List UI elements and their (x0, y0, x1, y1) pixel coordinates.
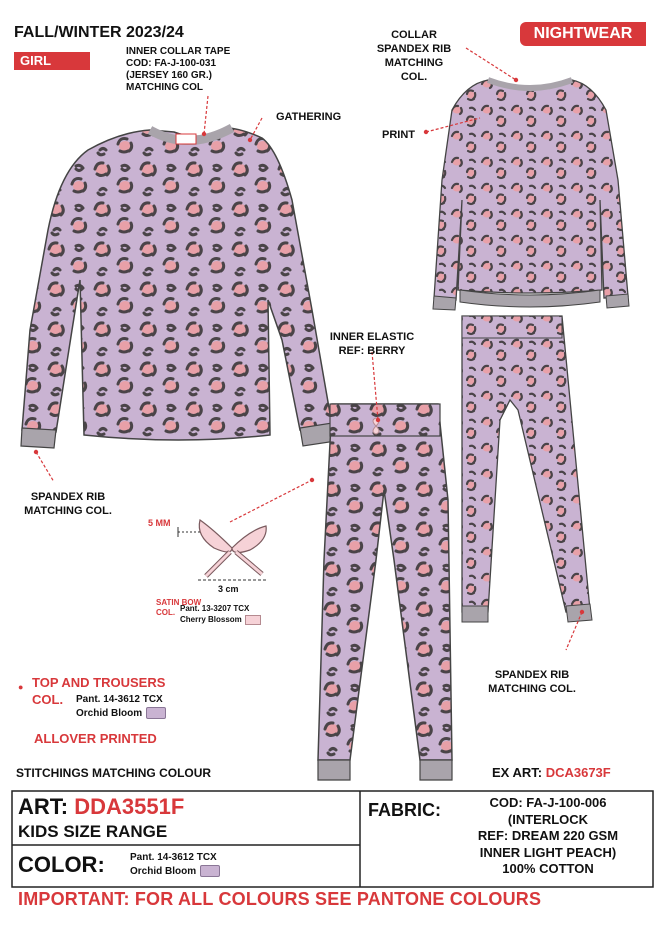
cuff-bottom-callout (482, 668, 582, 696)
trousers-front-drawing (318, 404, 452, 780)
color-label: COLOR: (18, 852, 105, 877)
callout-line: SPANDEX RIB (376, 43, 452, 55)
top-front-drawing (21, 128, 336, 448)
callout-line: INNER ELASTIC (329, 331, 415, 343)
allover-printed-label: ALLOVER PRINTED (34, 731, 157, 746)
print-callout: PRINT (382, 129, 415, 141)
callout-line: COL. (156, 608, 176, 617)
fabric-details (448, 795, 648, 878)
callout-line: SATIN BOW (156, 598, 202, 607)
color-pantone (130, 851, 220, 879)
trousers-back-drawing (462, 316, 592, 622)
season-title: FALL/WINTER 2023/24 (14, 24, 184, 41)
art-number (18, 794, 184, 820)
callout-line: COD: FA-J-100-031 (126, 58, 217, 69)
orchid-bloom-swatch (146, 707, 166, 719)
stitchings-note: STITCHINGS MATCHING COLOUR (16, 766, 212, 780)
fabric-line: 100% COTTON (502, 861, 594, 876)
collar-callout (374, 28, 454, 84)
inner-collar-callout (126, 46, 230, 94)
cuff-top-callout (18, 490, 118, 518)
pantone-color-name: Orchid Bloom (130, 866, 197, 877)
top-back-drawing (433, 80, 629, 310)
size-range: KIDS SIZE RANGE (18, 822, 168, 841)
fabric-label: FABRIC: (368, 800, 441, 820)
pantone-color-name: Cherry Blossom (180, 615, 242, 624)
important-note: IMPORTANT: FOR ALL COLOURS SEE PANTONE COLOURS (18, 889, 542, 909)
callout-line: SPANDEX RIB (30, 491, 106, 503)
pantone-code: Pant. 13-3207 TCX (180, 604, 250, 613)
callout-line: COL. (32, 692, 64, 707)
ex-art (492, 765, 611, 780)
callout-line: SPANDEX RIB (494, 669, 570, 681)
satin-bow-pantone (180, 603, 261, 625)
callout-line: MATCHING COL. (24, 505, 112, 517)
fabric-line: INNER LIGHT PEACH) (479, 844, 617, 860)
pantone-color-name: Orchid Bloom (76, 708, 143, 719)
ex-art-label: EX ART: (492, 765, 543, 780)
callout-line: INNER COLLAR TAPE (126, 46, 231, 57)
art-label: ART: (18, 794, 69, 819)
ex-art-value: DCA3673F (545, 765, 611, 780)
fabric-line: REF: DREAM 220 GSM (477, 828, 619, 843)
callout-line: MATCHING COL (126, 82, 204, 93)
orchid-bloom-swatch (200, 865, 220, 877)
callout-line: TOP AND TROUSERS (32, 675, 166, 690)
satin-bow-drawing (178, 520, 266, 580)
pantone-code: Pant. 14-3612 TCX (130, 852, 217, 863)
callout-line: MATCHING COL. (488, 683, 576, 695)
callout-line: REF: BERRY (338, 345, 406, 357)
bow-length-label: 3 cm (218, 584, 239, 594)
callout-line: MATCHING COL. (384, 57, 444, 83)
gathering-callout: GATHERING (276, 111, 342, 123)
bow-width-label: 5 MM (148, 518, 171, 528)
inner-elastic-callout (326, 330, 418, 358)
fabric-line: COD: FA-J-100-006 (489, 795, 607, 810)
bullet-dot: ● (18, 682, 24, 692)
category-tag: NIGHTWEAR (520, 22, 646, 46)
pantone-code: Pant. 14-3612 TCX (76, 694, 163, 705)
top-trousers-pantone (76, 693, 166, 721)
gender-tag: GIRL (14, 52, 90, 70)
callout-line: COLLAR (391, 29, 437, 41)
fabric-line: (INTERLOCK (507, 811, 589, 827)
art-value: DDA3551F (74, 794, 185, 819)
cherry-blossom-swatch (245, 615, 261, 625)
callout-line: (JERSEY 160 GR.) (126, 70, 212, 81)
